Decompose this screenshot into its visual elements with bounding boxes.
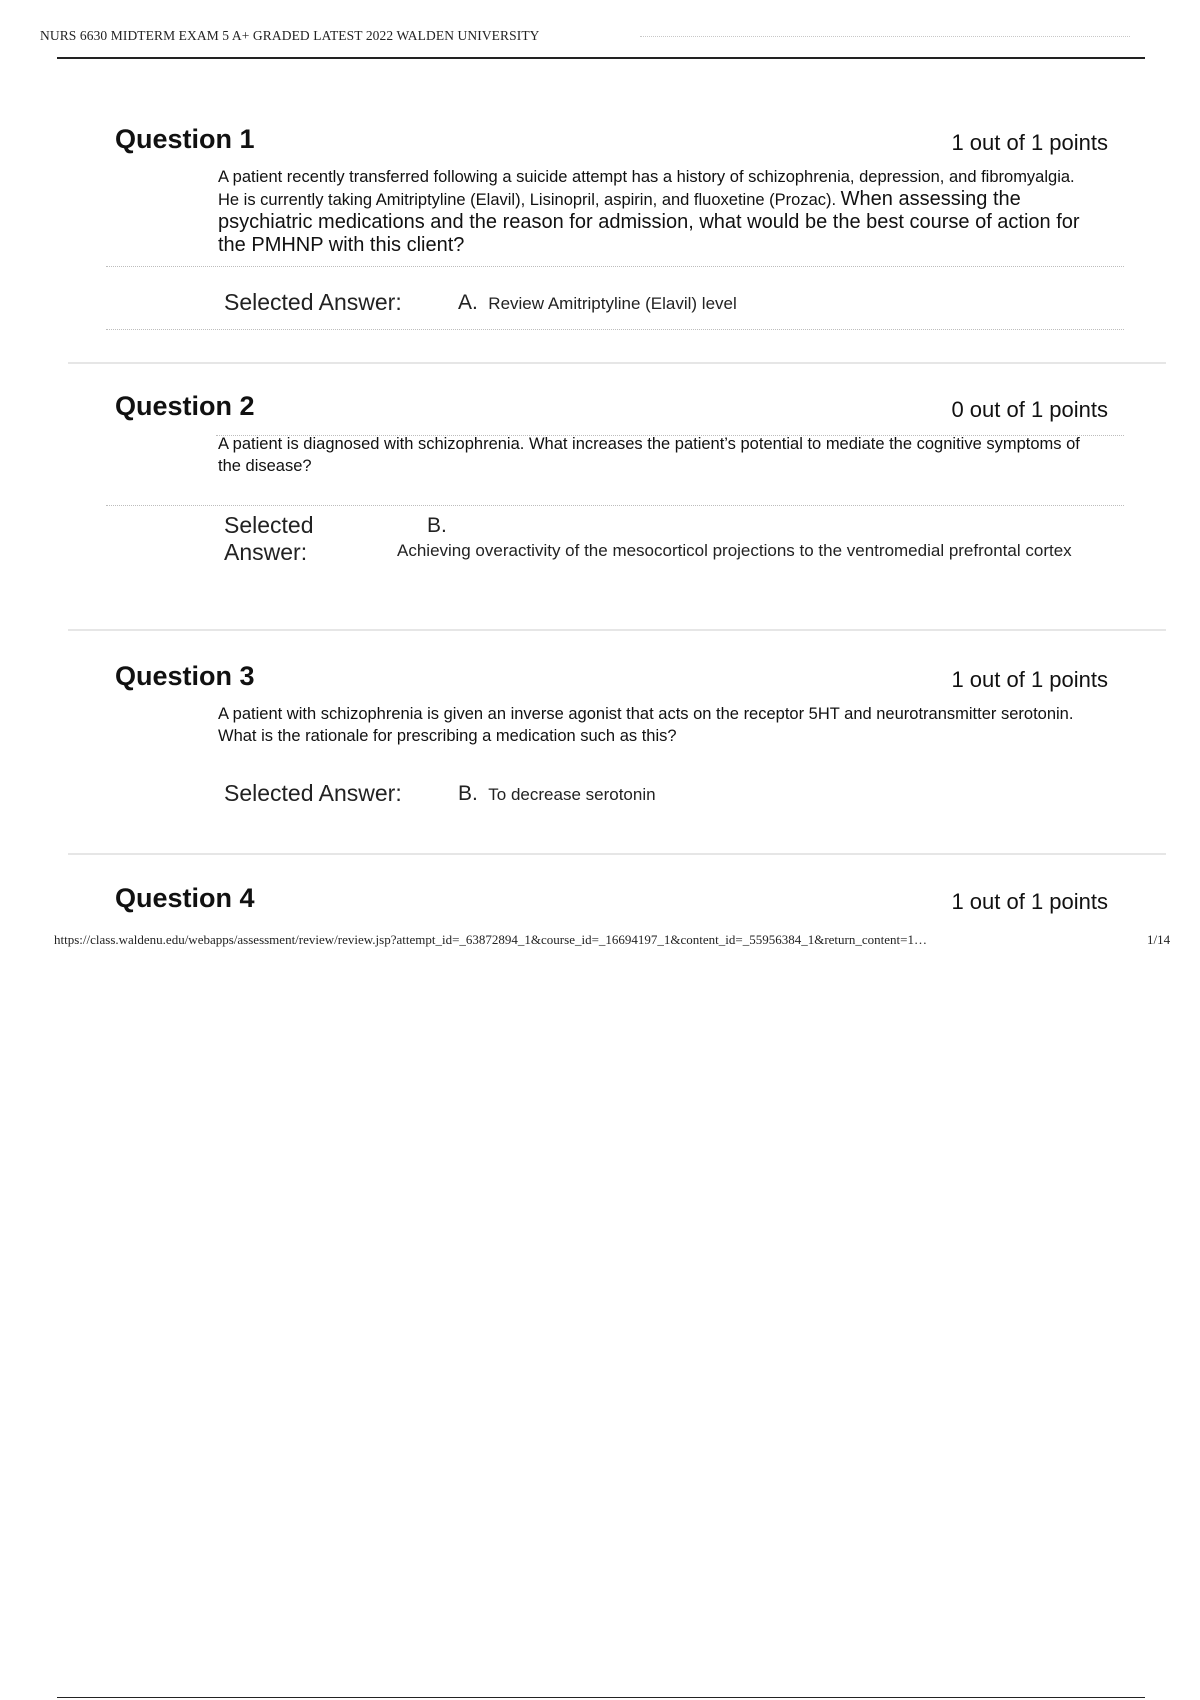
question-2-selected-label-line2: Answer:	[224, 539, 308, 565]
divider-dotted	[106, 329, 1124, 330]
question-separator	[68, 853, 1166, 855]
header-dotted-line	[640, 36, 1130, 37]
question-2-points: 0 out of 1 points	[951, 397, 1108, 422]
question-2-title: Question 2	[115, 391, 255, 421]
footer-rule	[57, 1697, 1145, 1698]
question-separator	[68, 629, 1166, 631]
question-4-title: Question 4	[115, 883, 255, 913]
question-3-title: Question 3	[115, 661, 255, 691]
question-3-answer-letter: B.	[458, 782, 478, 805]
document-header: NURS 6630 MIDTERM EXAM 5 A+ GRADED LATEST 2022 WALDEN UNIVERSITY	[40, 28, 540, 43]
question-2-answer-letter: B.	[427, 514, 447, 537]
question-1-text	[218, 166, 1098, 257]
question-1-selected-answer	[458, 291, 737, 315]
question-separator	[68, 362, 1166, 364]
question-3-answer-text: To decrease serotonin	[488, 785, 656, 804]
question-3-selected-label: Selected Answer:	[224, 780, 402, 806]
question-1-answer-text: Review Amitriptyline (Elavil) level	[488, 294, 737, 313]
question-2-selected-label-line1: Selected	[224, 512, 314, 538]
question-2-text: A patient is diagnosed with schizophrenia. What increases the patient’s potential to mediate the cognitive symptoms of the disease?	[218, 435, 1080, 475]
footer-url: https://class.waldenu.edu/webapps/assessment/review/review.jsp?attempt_id=_63872894_1&course_id=_16694197_1&content_id=_55956384_1&return_content=1…	[54, 932, 927, 947]
divider-dotted	[106, 505, 1124, 506]
question-4-points: 1 out of 1 points	[951, 889, 1108, 914]
question-1-text-small: A patient recently transferred following a suicide attempt has a history of schizophrenia, depression, and fibromyalgia. He is currently taking Amitriptyline (Elavil), Lisinopril, aspirin, and fluoxetine (Prozac).	[218, 168, 1075, 209]
question-3-selected-answer	[458, 782, 656, 806]
question-1-answer-letter: A.	[458, 291, 478, 314]
question-1-text-large: When assessing the psychiatric medications and the reason for admission, what would be the best course of action for the PMHNP with this client?	[218, 188, 1080, 256]
question-2-selected-label	[224, 512, 344, 566]
question-1-title: Question 1	[115, 124, 255, 154]
footer-page-number: 1/14	[1147, 932, 1171, 947]
question-2-answer-text: Achieving overactivity of the mesocorticol projections to the ventromedial prefrontal cortex	[397, 541, 1072, 560]
question-1-selected-label: Selected Answer:	[224, 289, 402, 315]
header-rule	[57, 57, 1145, 59]
question-1-points: 1 out of 1 points	[951, 130, 1108, 155]
question-3-points: 1 out of 1 points	[951, 667, 1108, 692]
divider-dotted	[106, 266, 1124, 267]
question-3-text: A patient with schizophrenia is given an inverse agonist that acts on the receptor 5HT and neurotransmitter serotonin. What is the rationale for prescribing a medication such as this?	[218, 705, 1074, 745]
